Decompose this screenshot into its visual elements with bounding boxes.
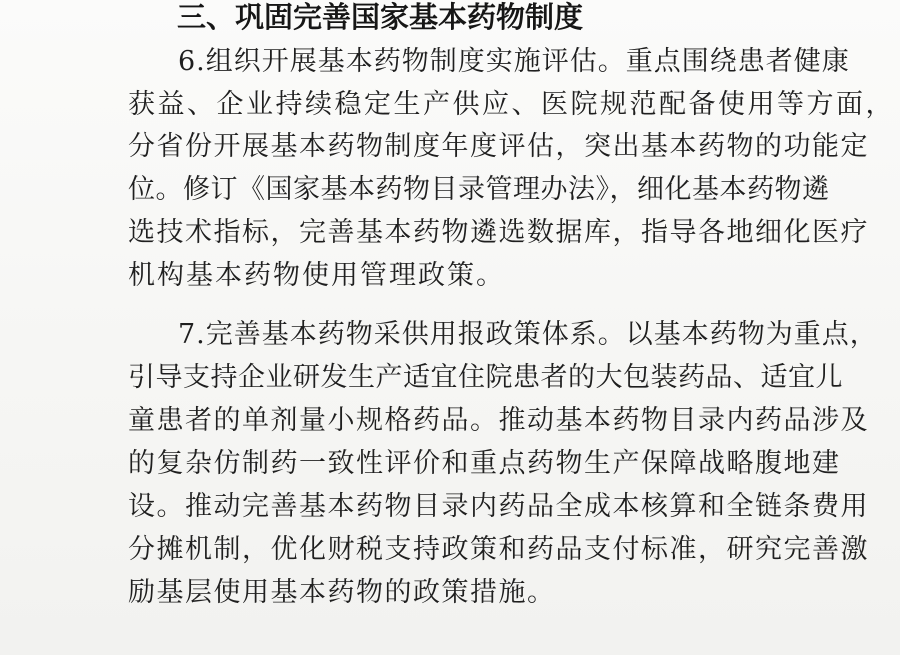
text-line: 童患者的单剂量小规格药品。推动基本药物目录内药品涉及 [128,405,869,436]
text-line: 分省份开展基本药物制度年度评估，突出基本药物的功能定 [128,131,869,162]
text-line: 分摊机制，优化财税支持政策和药品支付标准，研究完善激 [128,534,869,565]
text-line: 引导支持企业研发生产适宜住院患者的大包装药品、适宜儿 [128,362,843,393]
text-line: 7.完善基本药物采供用报政策体系。以基本药物为重点， [178,319,878,350]
text-line: 的复杂仿制药一致性评价和重点药物生产保障战略腹地建 [128,448,841,479]
text-line: 获益、企业持续稳定生产供应、医院规范配备使用等方面， [128,89,895,120]
text-line: 选技术指标，完善基本药物遴选数据库，指导各地细化医疗 [128,217,869,248]
text-line: 励基层使用基本药物的政策措施。 [128,577,556,608]
text-line: 6.组织开展基本药物制度实施评估。重点围绕患者健康 [178,46,850,77]
text-line: 机构基本药物使用管理政策。 [128,260,505,291]
text-line: 位。修订《国家基本药物目录管理办法》，细化基本药物遴 [128,174,830,205]
section-heading: 三、巩固完善国家基本药物制度 [177,0,584,34]
text-line: 设。推动完善基本药物目录内药品全成本核算和全链条费用 [128,491,869,522]
